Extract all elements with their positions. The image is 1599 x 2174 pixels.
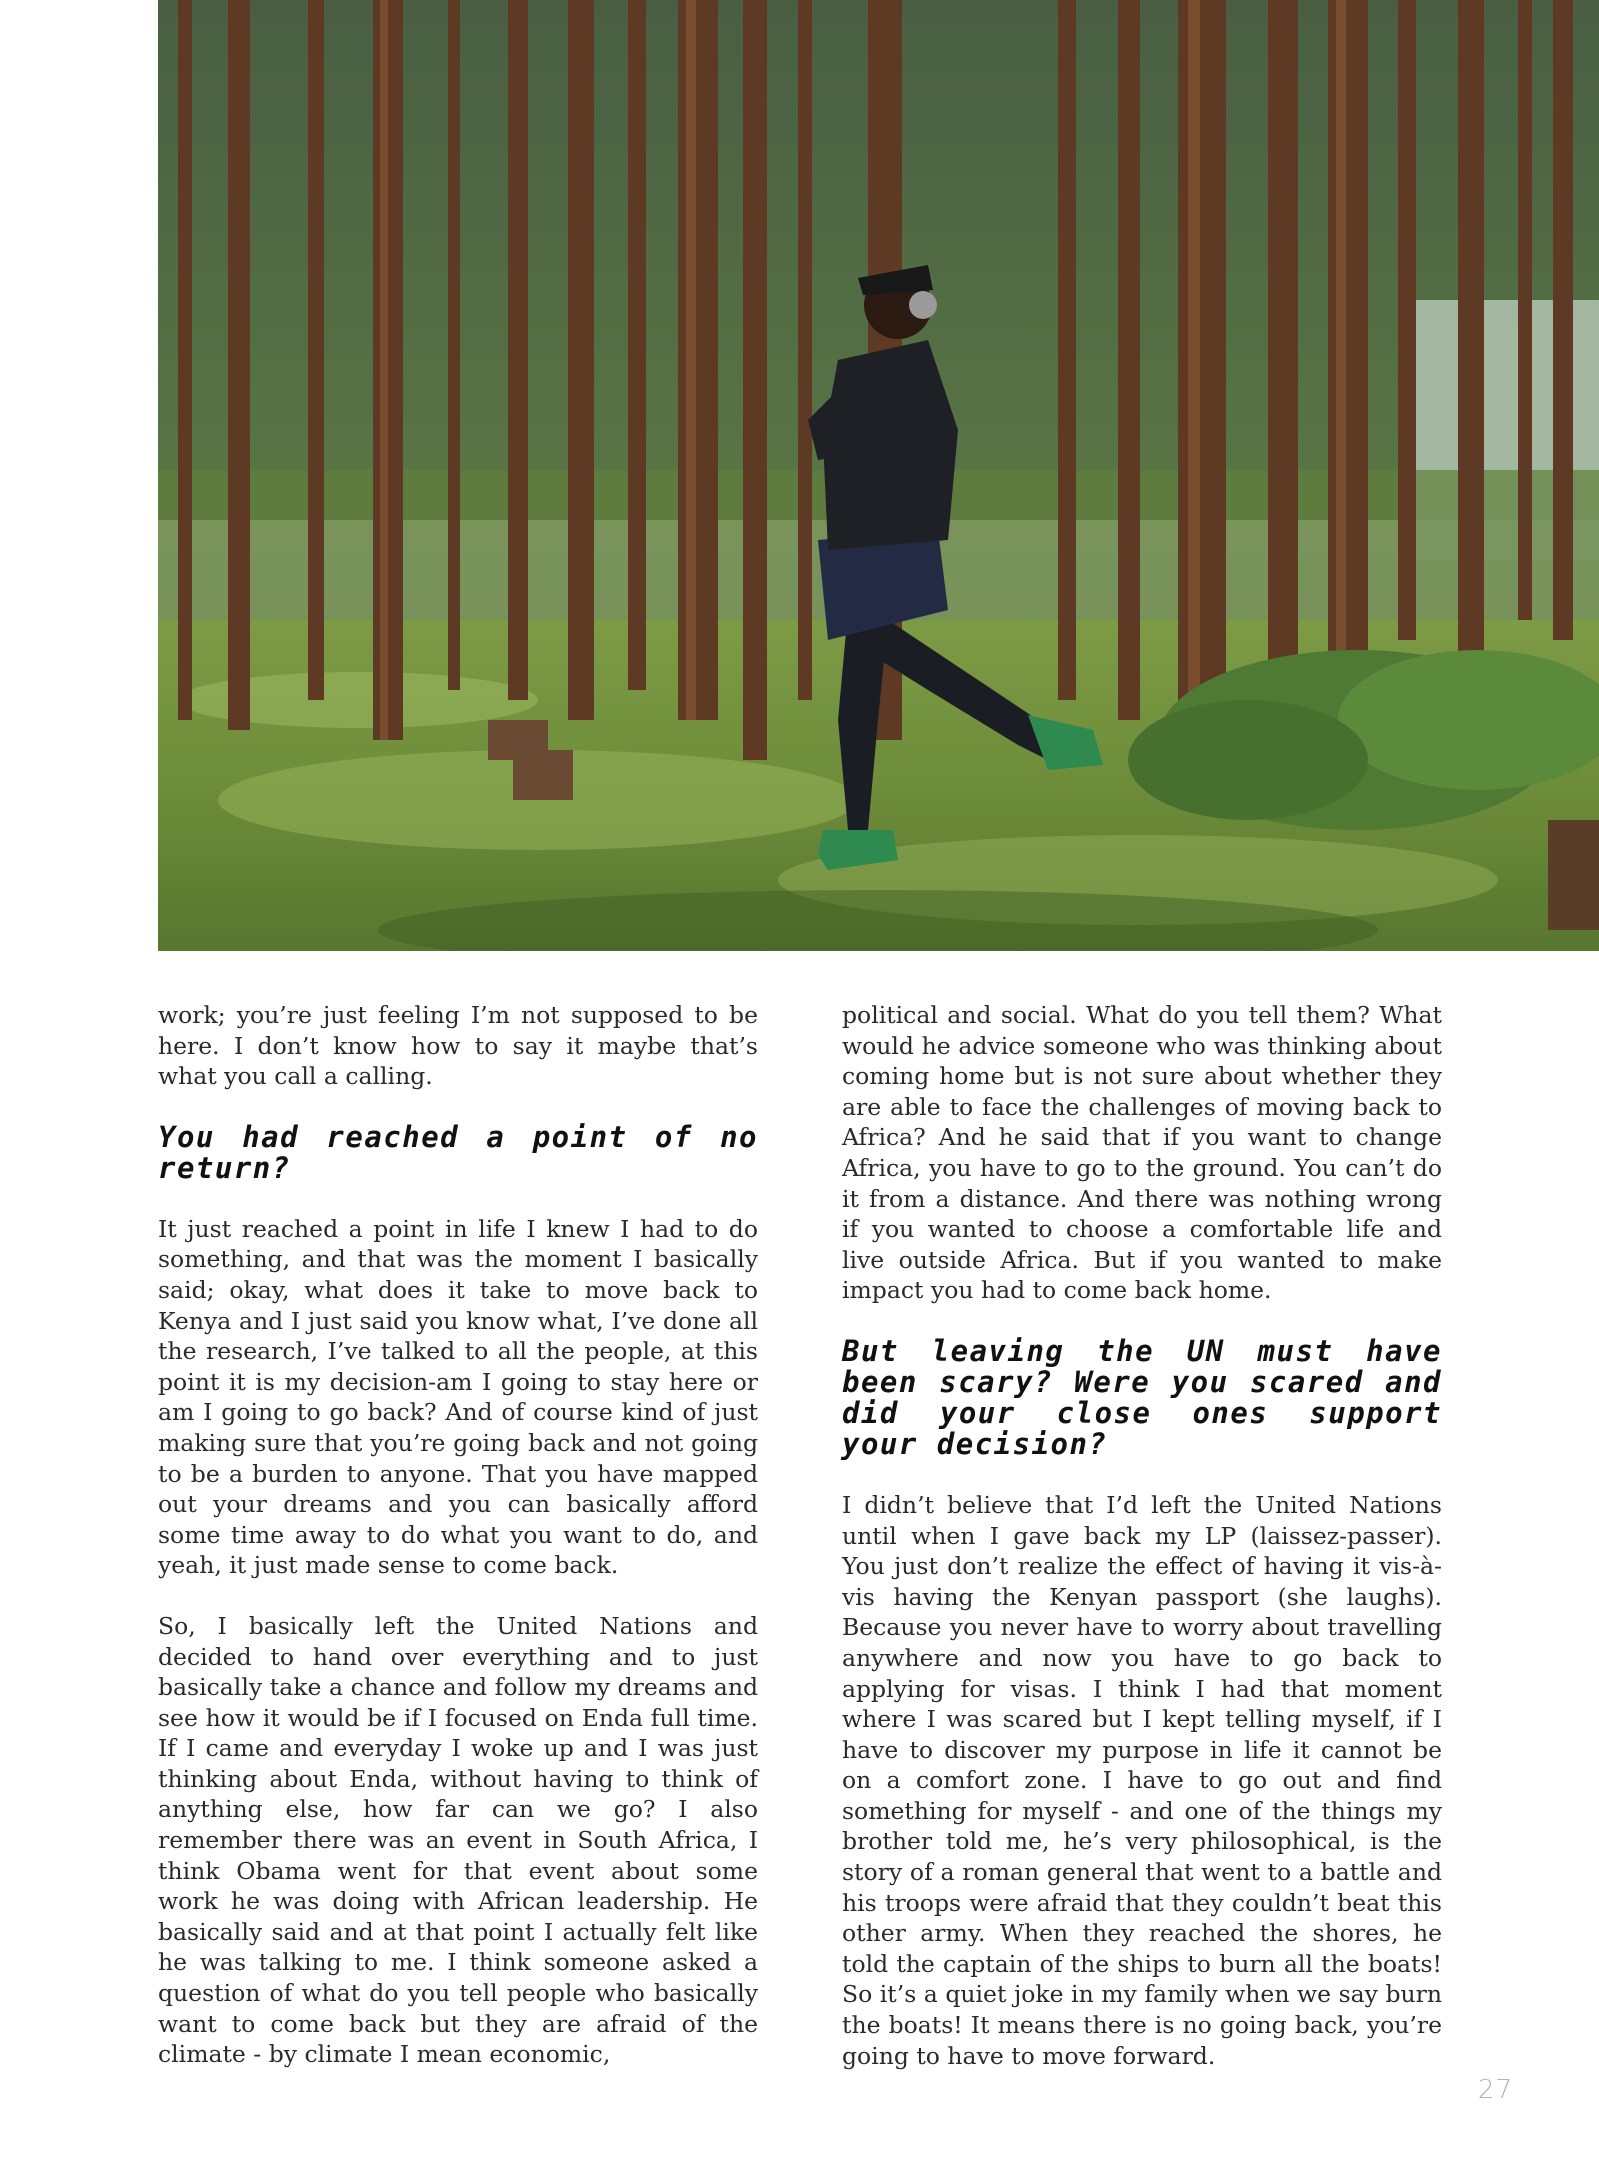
- right-paragraph-1: political and social. What do you tell them? What would he advice someone who was thinking about coming home but is not sure about whether they are able to face the challenges of moving back to Africa? And he said that if you want to change Africa, you have to go to the ground. You can’t do it from a distance. And there was nothing wrong if you wanted to choose a comfortable life and live outside Africa. But if you wanted to make impact you had to come back home.: [842, 1001, 1442, 1305]
- page-number: 27: [1477, 2075, 1513, 2105]
- left-paragraph-3: So, I basically left the United Nations and decided to hand over everything and to just basically take a chance and follow my dreams and see how it would be if I focused on Enda full time. If I came and everyday I woke up and I was just thinking about Enda, without having to think of anything else, how far can we go? I also remember there was an event in South Africa, I think Obama went for that event about some work he was doing with African leadership. He basically said and at that point I actually felt like he was talking to me. I think someone asked a question of what do you tell people who basically want to come back but they are afraid of the climate - by climate I mean economic,: [158, 1611, 758, 2069]
- left-paragraph-2: It just reached a point in life I knew I had to do something, and that was the moment I basically said; okay, what does it take to move back to Kenya and I just said you know what, I’ve done all the research, I’ve talked to all the people, at this point it is my decision-am I going to stay here or am I going to go back? And of course kind of just making sure that you’re going back and not going to be a burden to anyone. That you have mapped out your dreams and you can basically afford some time away to do what you want to do, and yeah, it just made sense to come back.: [158, 1214, 758, 1580]
- question-heading-1: You had reached a point of no return?: [158, 1119, 758, 1185]
- photo-illustration: [158, 0, 1599, 951]
- left-paragraph-1: work; you’re just feeling I’m not supposed to be here. I don’t know how to say it maybe that’s what you call a calling.: [158, 1001, 758, 1091]
- right-paragraph-2: I didn’t believe that I’d left the United Nations until when I gave back my LP (laissez-passer). You just don’t realize the effect of having it vis-à-vis having the Kenyan passport (she laughs). Because you never have to worry about travelling anywhere and now you have to go back to applying for visas. I think I had that moment where I was scared but I kept telling myself, if I have to discover my purpose in life it cannot be on a comfort zone. I have to go out and find something for myself - and one of the things my brother told me, he’s very philosophical, is the story of a roman general that went to a battle and his troops were afraid that they couldn’t beat this other army. When they reached the shores, he told the captain of the ships to burn all the boats! So it’s a quiet joke in my family when we say burn the boats! It means there is no going back, you’re going to have to move forward.: [842, 1490, 1442, 2070]
- right-text-column: [842, 1000, 1442, 2101]
- question-heading-2: But leaving the UN must have been scary? Were you scared and did your close ones support your decision?: [842, 1333, 1442, 1461]
- left-text-column: [158, 1000, 758, 2100]
- runner-forest-photo: [158, 0, 1599, 951]
